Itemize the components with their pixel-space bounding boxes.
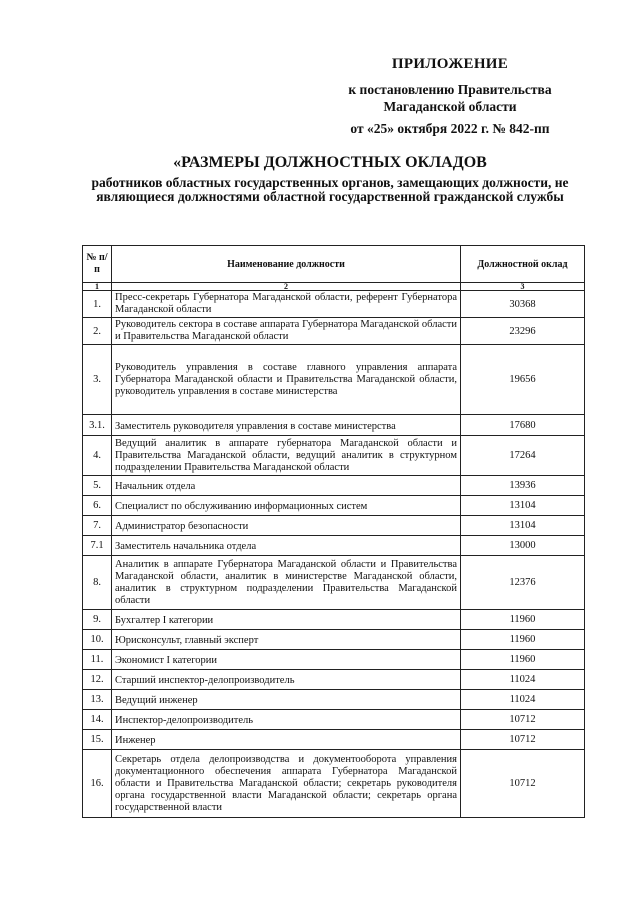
row-number: 8. xyxy=(83,556,112,610)
position-name: Руководитель сектора в составе аппарата Губернатора Магаданской области и Правительства Магаданской области xyxy=(112,318,461,345)
row-number: 9. xyxy=(83,610,112,630)
salary-table xyxy=(82,245,585,818)
table-row xyxy=(83,318,585,345)
table-row xyxy=(83,436,585,476)
row-number: 11. xyxy=(83,650,112,670)
salary-value: 11024 xyxy=(461,690,585,710)
salary-value: 17680 xyxy=(461,415,585,436)
column-number: 2 xyxy=(112,283,461,291)
salary-value: 11024 xyxy=(461,670,585,690)
table-row xyxy=(83,291,585,318)
table-row xyxy=(83,516,585,536)
column-number: 3 xyxy=(461,283,585,291)
row-number: 6. xyxy=(83,496,112,516)
row-number: 14. xyxy=(83,710,112,730)
salary-value: 13104 xyxy=(461,496,585,516)
salary-value: 11960 xyxy=(461,630,585,650)
salary-value: 30368 xyxy=(461,291,585,318)
position-name: Руководитель управления в составе главного управления аппарата Губернатора Магаданской области и Правительства Магаданской области, руководитель управления в составе министерства xyxy=(112,345,461,415)
position-name: Инспектор-делопроизводитель xyxy=(112,710,461,730)
column-numbers-row xyxy=(83,283,585,291)
row-number: 5. xyxy=(83,476,112,496)
table-row xyxy=(83,476,585,496)
salary-value: 19656 xyxy=(461,345,585,415)
salary-value: 11960 xyxy=(461,610,585,630)
header-salary: Должностной оклад xyxy=(461,246,585,283)
document-subtitle: работников областных государственных органов, замещающих должности, не являющиеся должностями областной государственной гражданской службы xyxy=(91,175,569,204)
position-name: Юрисконсульт, главный эксперт xyxy=(112,630,461,650)
row-number: 16. xyxy=(83,750,112,818)
position-name: Инженер xyxy=(112,730,461,750)
row-number: 1. xyxy=(83,291,112,318)
appendix-date-number: от «25» октября 2022 г. № 842-пп xyxy=(350,121,550,136)
table-row xyxy=(83,650,585,670)
salary-value: 10712 xyxy=(461,710,585,730)
salary-value: 23296 xyxy=(461,318,585,345)
position-name: Ведущий аналитик в аппарате губернатора Магаданской области и Правительства Магаданской области, ведущий аналитик в структурном подразделении Правительства Магаданской области xyxy=(112,436,461,476)
position-name: Пресс-секретарь Губернатора Магаданской области, референт Губернатора Магаданской области xyxy=(112,291,461,318)
salary-value: 12376 xyxy=(461,556,585,610)
row-number: 4. xyxy=(83,436,112,476)
salary-value: 13936 xyxy=(461,476,585,496)
header-number: № п/п xyxy=(83,246,112,283)
appendix-region-line: Магаданской области xyxy=(383,99,517,114)
column-number: 1 xyxy=(83,283,112,291)
document-title: «РАЗМЕРЫ ДОЛЖНОСТНЫХ ОКЛАДОВ xyxy=(173,154,487,171)
position-name: Специалист по обслуживанию информационных систем xyxy=(112,496,461,516)
position-name: Администратор безопасности xyxy=(112,516,461,536)
salary-value: 10712 xyxy=(461,730,585,750)
header-position-name: Наименование должности xyxy=(112,246,461,283)
salary-value: 13000 xyxy=(461,536,585,556)
row-number: 3.1. xyxy=(83,415,112,436)
position-name: Секретарь отдела делопроизводства и документооборота управления документационного обеспечения аппарата Губернатора Магаданской области и Правительства Магаданской области; секретарь руководителя органа государственной власти Магаданской области; секретарь органа государственной власти xyxy=(112,750,461,818)
appendix-resolution-line: к постановлению Правительства xyxy=(348,82,552,97)
row-number: 15. xyxy=(83,730,112,750)
salary-value: 11960 xyxy=(461,650,585,670)
table-row xyxy=(83,750,585,818)
row-number: 13. xyxy=(83,690,112,710)
table-row xyxy=(83,610,585,630)
table-row xyxy=(83,536,585,556)
position-name: Экономист I категории xyxy=(112,650,461,670)
salary-value: 10712 xyxy=(461,750,585,818)
row-number: 7. xyxy=(83,516,112,536)
row-number: 3. xyxy=(83,345,112,415)
position-name: Заместитель начальника отдела xyxy=(112,536,461,556)
table-row xyxy=(83,630,585,650)
appendix-title: ПРИЛОЖЕНИЕ xyxy=(391,56,509,72)
salary-value: 13104 xyxy=(461,516,585,536)
salary-value: 17264 xyxy=(461,436,585,476)
row-number: 10. xyxy=(83,630,112,650)
table-row xyxy=(83,690,585,710)
position-name: Аналитик в аппарате Губернатора Магаданской области и Правительства Магаданской области, аналитик в министерстве Магаданской области, аналитик в структурном подразделении Правительства Магаданской области xyxy=(112,556,461,610)
table-header-row xyxy=(83,246,585,283)
position-name: Заместитель руководителя управления в составе министерства xyxy=(112,415,461,436)
table-row xyxy=(83,730,585,750)
table-row xyxy=(83,710,585,730)
table-row xyxy=(83,670,585,690)
table-row xyxy=(83,415,585,436)
position-name: Начальник отдела xyxy=(112,476,461,496)
row-number: 2. xyxy=(83,318,112,345)
table-row xyxy=(83,496,585,516)
table-row xyxy=(83,556,585,610)
row-number: 7.1 xyxy=(83,536,112,556)
position-name: Бухгалтер I категории xyxy=(112,610,461,630)
table-row xyxy=(83,345,585,415)
row-number: 12. xyxy=(83,670,112,690)
position-name: Ведущий инженер xyxy=(112,690,461,710)
position-name: Старший инспектор-делопроизводитель xyxy=(112,670,461,690)
